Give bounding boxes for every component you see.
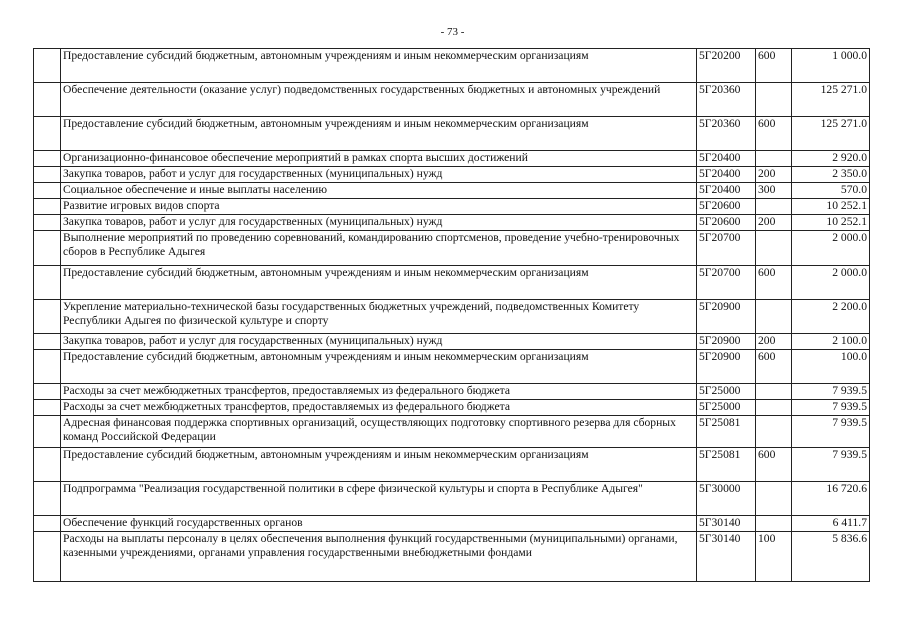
blank-cell (34, 83, 61, 117)
row-code: 5Г20700 (697, 231, 756, 266)
row-kind (756, 83, 792, 117)
row-amount: 10 252.1 (792, 215, 870, 231)
row-code: 5Г25000 (697, 400, 756, 416)
row-kind: 600 (756, 350, 792, 384)
row-code: 5Г25081 (697, 416, 756, 448)
table-row (34, 532, 870, 582)
table-row (34, 167, 870, 183)
row-code: 5Г20900 (697, 300, 756, 334)
row-kind: 100 (756, 532, 792, 582)
table-row (34, 151, 870, 167)
row-amount: 2 200.0 (792, 300, 870, 334)
row-name: Организационно-финансовое обеспечение мероприятий в рамках спорта высших достижений (61, 151, 697, 167)
row-kind (756, 384, 792, 400)
row-name: Предоставление субсидий бюджетным, автономным учреждениям и иным некоммерческим организациям (61, 448, 697, 482)
row-code: 5Г30140 (697, 516, 756, 532)
blank-cell (34, 199, 61, 215)
row-amount: 2 100.0 (792, 334, 870, 350)
row-amount: 570.0 (792, 183, 870, 199)
table-row (34, 350, 870, 384)
table-row (34, 416, 870, 448)
row-code: 5Г20200 (697, 49, 756, 83)
row-amount: 125 271.0 (792, 117, 870, 151)
blank-cell (34, 215, 61, 231)
table-row (34, 334, 870, 350)
budget-table (33, 48, 870, 582)
row-amount: 10 252.1 (792, 199, 870, 215)
row-code: 5Г20400 (697, 151, 756, 167)
table-row (34, 300, 870, 334)
row-kind (756, 231, 792, 266)
row-kind: 600 (756, 49, 792, 83)
row-name: Расходы за счет межбюджетных трансфертов, предоставляемых из федерального бюджета (61, 384, 697, 400)
row-kind: 200 (756, 167, 792, 183)
row-name: Обеспечение функций государственных органов (61, 516, 697, 532)
blank-cell (34, 384, 61, 400)
blank-cell (34, 532, 61, 582)
row-name: Предоставление субсидий бюджетным, автономным учреждениям и иным некоммерческим организациям (61, 266, 697, 300)
row-code: 5Г20900 (697, 350, 756, 384)
row-kind (756, 416, 792, 448)
blank-cell (34, 117, 61, 151)
row-amount: 100.0 (792, 350, 870, 384)
row-code: 5Г20360 (697, 117, 756, 151)
row-code: 5Г20400 (697, 183, 756, 199)
row-name: Расходы за счет межбюджетных трансфертов, предоставляемых из федерального бюджета (61, 400, 697, 416)
blank-cell (34, 448, 61, 482)
row-name: Закупка товаров, работ и услуг для государственных (муниципальных) нужд (61, 167, 697, 183)
table-row (34, 199, 870, 215)
table-row (34, 384, 870, 400)
row-kind (756, 151, 792, 167)
row-code: 5Г20600 (697, 199, 756, 215)
row-code: 5Г25000 (697, 384, 756, 400)
table-row (34, 83, 870, 117)
table-row (34, 215, 870, 231)
row-amount: 1 000.0 (792, 49, 870, 83)
row-amount: 2 350.0 (792, 167, 870, 183)
row-name: Предоставление субсидий бюджетным, автономным учреждениям и иным некоммерческим организациям (61, 117, 697, 151)
row-name: Подпрограмма "Реализация государственной политики в сфере физической культуры и спорта в Республике Адыгея" (61, 482, 697, 516)
row-code: 5Г20400 (697, 167, 756, 183)
row-kind: 600 (756, 448, 792, 482)
row-amount: 5 836.6 (792, 532, 870, 582)
row-code: 5Г30140 (697, 532, 756, 582)
row-name: Предоставление субсидий бюджетным, автономным учреждениям и иным некоммерческим организациям (61, 350, 697, 384)
row-amount: 125 271.0 (792, 83, 870, 117)
row-name: Предоставление субсидий бюджетным, автономным учреждениям и иным некоммерческим организациям (61, 49, 697, 83)
row-kind (756, 400, 792, 416)
table-row (34, 482, 870, 516)
page-number: - 73 - (440, 26, 465, 38)
blank-cell (34, 183, 61, 199)
row-kind (756, 300, 792, 334)
blank-cell (34, 482, 61, 516)
blank-cell (34, 400, 61, 416)
table-row (34, 400, 870, 416)
row-code: 5Г30000 (697, 482, 756, 516)
row-code: 5Г20600 (697, 215, 756, 231)
blank-cell (34, 334, 61, 350)
row-kind: 600 (756, 266, 792, 300)
blank-cell (34, 516, 61, 532)
row-name: Расходы на выплаты персоналу в целях обеспечения выполнения функций государственными (муниципальными) органами, казенными учреждениями, органами управления государственными внебюджетными фондами (61, 532, 697, 582)
row-code: 5Г20900 (697, 334, 756, 350)
row-kind: 200 (756, 334, 792, 350)
row-name: Укрепление материально-технической базы государственных бюджетных учреждений, подведомственных Комитету Республики Адыгея по физической культуре и спорту (61, 300, 697, 334)
row-name: Закупка товаров, работ и услуг для государственных (муниципальных) нужд (61, 215, 697, 231)
row-code: 5Г20360 (697, 83, 756, 117)
row-amount: 7 939.5 (792, 384, 870, 400)
row-kind: 200 (756, 215, 792, 231)
row-kind: 600 (756, 117, 792, 151)
blank-cell (34, 49, 61, 83)
row-name: Выполнение мероприятий по проведению соревнований, командированию спортсменов, проведение учебно-тренировочных сборов в Республике Адыгея (61, 231, 697, 266)
blank-cell (34, 300, 61, 334)
row-name: Закупка товаров, работ и услуг для государственных (муниципальных) нужд (61, 334, 697, 350)
table-row (34, 183, 870, 199)
table-row (34, 117, 870, 151)
row-name: Адресная финансовая поддержка спортивных организаций, осуществляющих подготовку спортивного резерва для сборных команд Российской Федерации (61, 416, 697, 448)
row-name: Обеспечение деятельности (оказание услуг) подведомственных государственных бюджетных и автономных учреждений (61, 83, 697, 117)
row-amount: 16 720.6 (792, 482, 870, 516)
row-amount: 7 939.5 (792, 400, 870, 416)
row-name: Развитие игровых видов спорта (61, 199, 697, 215)
row-amount: 7 939.5 (792, 416, 870, 448)
row-name: Социальное обеспечение и иные выплаты населению (61, 183, 697, 199)
table-row (34, 231, 870, 266)
table-row (34, 49, 870, 83)
row-code: 5Г20700 (697, 266, 756, 300)
blank-cell (34, 167, 61, 183)
row-amount: 6 411.7 (792, 516, 870, 532)
blank-cell (34, 350, 61, 384)
row-amount: 2 000.0 (792, 231, 870, 266)
blank-cell (34, 151, 61, 167)
blank-cell (34, 416, 61, 448)
row-kind (756, 199, 792, 215)
row-amount: 2 920.0 (792, 151, 870, 167)
blank-cell (34, 266, 61, 300)
row-code: 5Г25081 (697, 448, 756, 482)
table-row (34, 448, 870, 482)
row-kind (756, 482, 792, 516)
row-amount: 2 000.0 (792, 266, 870, 300)
row-kind (756, 516, 792, 532)
blank-cell (34, 231, 61, 266)
row-amount: 7 939.5 (792, 448, 870, 482)
table-row (34, 516, 870, 532)
table-row (34, 266, 870, 300)
row-kind: 300 (756, 183, 792, 199)
